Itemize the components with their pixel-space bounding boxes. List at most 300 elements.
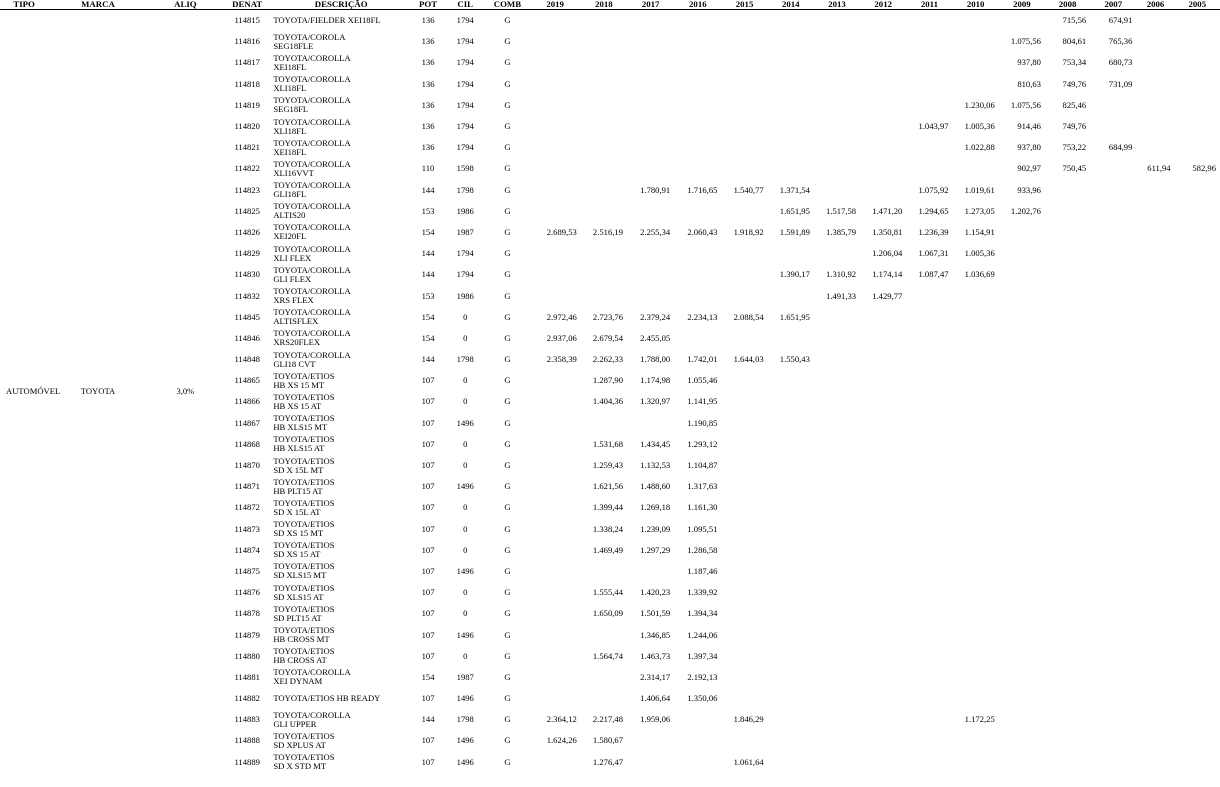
- value-cell-2015: 1.061,64: [733, 756, 764, 767]
- value-cell-2007: 680,73: [1108, 57, 1133, 68]
- value-cell-2010: [953, 730, 999, 751]
- description-line: HB XLS15 MT: [273, 422, 328, 433]
- value-cell-2009: 914,46: [1017, 121, 1041, 132]
- value-cell-2007: [1090, 391, 1136, 412]
- value-cell-2018: 1.404,36: [592, 396, 623, 407]
- value-cell-2019: [530, 603, 581, 624]
- value-cell-2012: [860, 116, 906, 137]
- value-cell-2016: [674, 52, 721, 73]
- denat-cell: 114832: [234, 290, 260, 301]
- cil-cell: 1496: [456, 481, 474, 492]
- comb-cell: G: [504, 290, 511, 301]
- value-cell-2011: 1.294,65: [918, 205, 949, 216]
- column-header-2007: 2007: [1090, 0, 1136, 10]
- cil-cell: 1794: [456, 121, 474, 132]
- value-cell-2009: [999, 752, 1045, 773]
- pot-cell: 107: [421, 629, 435, 640]
- value-cell-2018: [581, 95, 627, 116]
- value-cell-2017: 1.346,85: [640, 629, 671, 640]
- value-cell-2014: [768, 243, 814, 264]
- column-header-2006: 2006: [1136, 0, 1174, 10]
- value-cell-2012: [860, 455, 906, 476]
- value-cell-2013: [814, 74, 860, 95]
- value-cell-2011: [906, 540, 952, 561]
- comb-cell: G: [504, 523, 511, 534]
- value-cell-2019: [530, 158, 581, 179]
- column-header-2005: 2005: [1175, 0, 1220, 10]
- value-cell-2018: 2.679,54: [592, 332, 623, 343]
- comb-cell: G: [504, 714, 511, 725]
- value-cell-2008: 753,34: [1062, 57, 1087, 68]
- value-cell-2008: [1045, 688, 1090, 709]
- value-cell-2007: [1090, 370, 1136, 391]
- value-cell-2012: [860, 52, 906, 73]
- value-cell-2015: [721, 31, 767, 52]
- value-cell-2007: [1090, 540, 1136, 561]
- value-cell-2015: 1.846,29: [733, 714, 764, 725]
- cil-cell: 1794: [456, 99, 474, 110]
- comb-cell: G: [504, 460, 511, 471]
- value-cell-2014: [768, 52, 814, 73]
- value-cell-2009: 937,80: [1017, 57, 1041, 68]
- column-header-2016: 2016: [674, 0, 721, 10]
- value-cell-2010: [953, 519, 999, 540]
- value-cell-2016: 1.187,46: [687, 565, 718, 576]
- value-cell-2018: 1.276,47: [592, 756, 623, 767]
- value-cell-2006: [1136, 285, 1174, 306]
- value-cell-2016: [674, 201, 721, 222]
- description-line: TOYOTA/ETIOS: [273, 497, 335, 508]
- comb-cell: G: [504, 417, 511, 428]
- value-cell-2016: [674, 328, 721, 349]
- value-cell-2015: [721, 688, 767, 709]
- value-cell-2014: [768, 646, 814, 667]
- value-cell-2017: 1.239,09: [640, 523, 671, 534]
- value-cell-2017: [627, 264, 674, 285]
- cil-cell: 0: [463, 544, 468, 555]
- value-cell-2010: [953, 646, 999, 667]
- value-cell-2016: [674, 730, 721, 751]
- description-cell: [271, 730, 411, 751]
- description-line: TOYOTA/ETIOS: [273, 752, 335, 763]
- column-header-2014: 2014: [768, 0, 814, 10]
- value-cell-2007: [1090, 519, 1136, 540]
- value-cell-2008: [1045, 752, 1090, 773]
- description-line: TOYOTA/COROLLA: [273, 349, 351, 360]
- value-cell-2012: [860, 709, 906, 730]
- value-cell-2013: [814, 180, 860, 201]
- pot-cell: 107: [421, 396, 435, 407]
- value-cell-2009: [999, 624, 1045, 645]
- value-cell-2014: [768, 582, 814, 603]
- header-row: [0, 0, 1220, 10]
- value-cell-2015: [721, 540, 767, 561]
- value-cell-2015: [721, 137, 767, 158]
- denat-cell: 114817: [234, 57, 260, 68]
- value-cell-2005: [1175, 603, 1220, 624]
- value-cell-2005: [1175, 688, 1220, 709]
- value-cell-2011: [906, 158, 952, 179]
- value-cell-2017: 1.788,00: [640, 354, 671, 365]
- value-cell-2007: [1090, 201, 1136, 222]
- denat-cell: 114889: [234, 756, 260, 767]
- value-cell-2013: [814, 603, 860, 624]
- value-cell-2016: 1.161,30: [687, 502, 718, 513]
- value-cell-2017: [627, 137, 674, 158]
- description-line: HB XS 15 AT: [273, 400, 322, 411]
- value-cell-2011: [906, 307, 952, 328]
- value-cell-2008: [1045, 285, 1090, 306]
- value-cell-2009: [999, 370, 1045, 391]
- description-line: TOYOTA/COROLLA: [273, 307, 351, 318]
- value-cell-2006: [1136, 540, 1174, 561]
- denat-cell: 114865: [234, 375, 260, 386]
- value-cell-2009: 902,97: [1017, 163, 1041, 174]
- value-cell-2017: [627, 243, 674, 264]
- value-cell-2005: [1175, 52, 1220, 73]
- comb-cell: G: [504, 311, 511, 322]
- description-line: TOYOTA/COROLA: [273, 31, 346, 42]
- value-cell-2016: 1.104,87: [687, 460, 718, 471]
- description-line: GLI18FL: [273, 189, 307, 200]
- value-cell-2019: [530, 285, 581, 306]
- value-cell-2007: [1090, 752, 1136, 773]
- pot-cell: 107: [421, 375, 435, 386]
- value-cell-2018: [581, 624, 627, 645]
- value-cell-2007: [1090, 243, 1136, 264]
- value-cell-2011: [906, 709, 952, 730]
- value-cell-2010: [953, 10, 999, 32]
- pot-cell: 136: [421, 57, 435, 68]
- description-line: SD XPLUS AT: [273, 739, 326, 750]
- comb-cell: G: [504, 544, 511, 555]
- value-cell-2007: [1090, 180, 1136, 201]
- value-cell-2009: [999, 540, 1045, 561]
- value-cell-2005: [1175, 667, 1220, 688]
- description-line: SD X 15L MT: [273, 464, 324, 475]
- value-cell-2006: [1136, 709, 1174, 730]
- value-cell-2019: [530, 95, 581, 116]
- value-cell-2013: [814, 709, 860, 730]
- value-cell-2013: [814, 116, 860, 137]
- value-cell-2005: [1175, 180, 1220, 201]
- value-cell-2019: [530, 455, 581, 476]
- value-cell-2013: [814, 624, 860, 645]
- value-cell-2008: [1045, 328, 1090, 349]
- value-cell-2011: [906, 476, 952, 497]
- description-line: SEG18FLE: [273, 40, 314, 51]
- value-cell-2017: [627, 561, 674, 582]
- description-line: SD XS 15 AT: [273, 549, 321, 560]
- comb-cell: G: [504, 332, 511, 343]
- value-cell-2006: [1136, 603, 1174, 624]
- description-cell: [271, 413, 411, 434]
- value-cell-2010: 1.172,25: [964, 714, 995, 725]
- value-cell-2017: 2.255,34: [640, 226, 671, 237]
- value-cell-2007: 684,99: [1108, 142, 1133, 153]
- value-cell-2016: 2.234,13: [687, 311, 718, 322]
- value-cell-2009: [999, 349, 1045, 370]
- value-cell-2014: [768, 95, 814, 116]
- description-line: TOYOTA/ETIOS: [273, 434, 335, 445]
- value-cell-2008: [1045, 201, 1090, 222]
- description-line: TOYOTA/COROLLA: [273, 264, 351, 275]
- description-line: TOYOTA/ETIOS: [273, 519, 335, 530]
- value-cell-2015: [721, 243, 767, 264]
- value-cell-2013: [814, 10, 860, 32]
- value-cell-2016: 1.716,65: [687, 184, 718, 195]
- tipo-cell: AUTOMÓVEL: [6, 385, 61, 396]
- value-cell-2014: [768, 10, 814, 32]
- comb-cell: G: [504, 650, 511, 661]
- value-cell-2019: [530, 264, 581, 285]
- denat-cell: 114816: [234, 36, 260, 47]
- pot-cell: 154: [421, 311, 435, 322]
- value-cell-2009: [999, 667, 1045, 688]
- value-cell-2008: [1045, 455, 1090, 476]
- value-cell-2013: 1.310,92: [826, 269, 857, 280]
- description-line: XEI18FL: [273, 61, 307, 72]
- value-cell-2007: [1090, 434, 1136, 455]
- description-line: TOYOTA/FIELDER XEI18FL: [273, 15, 381, 26]
- value-cell-2005: [1175, 455, 1220, 476]
- value-cell-2018: [581, 158, 627, 179]
- value-cell-2011: [906, 328, 952, 349]
- value-cell-2012: [860, 307, 906, 328]
- value-cell-2010: [953, 285, 999, 306]
- value-cell-2006: [1136, 624, 1174, 645]
- value-cell-2018: [581, 137, 627, 158]
- cil-cell: 1798: [456, 714, 474, 725]
- value-cell-2017: [627, 52, 674, 73]
- value-cell-2019: [530, 667, 581, 688]
- description-line: TOYOTA/COROLLA: [273, 709, 351, 720]
- value-cell-2005: [1175, 582, 1220, 603]
- value-cell-2013: [814, 95, 860, 116]
- value-cell-2009: 937,80: [1017, 142, 1041, 153]
- value-cell-2005: 582,96: [1192, 163, 1216, 174]
- column-header-2008: 2008: [1045, 0, 1090, 10]
- value-cell-2010: 1.005,36: [964, 121, 995, 132]
- value-cell-2010: [953, 455, 999, 476]
- value-cell-2016: 1.397,34: [687, 650, 718, 661]
- value-cell-2008: [1045, 370, 1090, 391]
- description-line: TOYOTA/COROLLA: [273, 201, 351, 212]
- value-cell-2009: 1.075,56: [1010, 99, 1041, 110]
- value-cell-2019: [530, 137, 581, 158]
- value-cell-2005: [1175, 646, 1220, 667]
- value-cell-2007: 674,91: [1108, 15, 1133, 26]
- value-cell-2018: 1.399,44: [592, 502, 623, 513]
- denat-cell: 114881: [234, 671, 260, 682]
- description-line: XLI18FL: [273, 83, 307, 94]
- description-cell: [271, 307, 411, 328]
- value-cell-2011: [906, 74, 952, 95]
- description-cell: [271, 201, 411, 222]
- column-header-denat: DENAT: [223, 0, 271, 10]
- description-cell: [271, 709, 411, 730]
- value-cell-2006: [1136, 455, 1174, 476]
- value-cell-2008: [1045, 434, 1090, 455]
- cil-cell: 1986: [456, 205, 474, 216]
- value-cell-2016: 1.350,06: [687, 693, 718, 704]
- value-cell-2016: 1.190,85: [687, 417, 718, 428]
- value-cell-2005: [1175, 95, 1220, 116]
- value-cell-2019: [530, 688, 581, 709]
- cil-cell: 0: [463, 396, 468, 407]
- value-cell-2019: [530, 370, 581, 391]
- value-cell-2016: 1.394,34: [687, 608, 718, 619]
- value-cell-2009: [999, 497, 1045, 518]
- value-cell-2007: [1090, 158, 1136, 179]
- denat-cell: 114848: [234, 354, 260, 365]
- cil-cell: 1794: [456, 269, 474, 280]
- column-header-marca: MARCA: [48, 0, 147, 10]
- description-line: SD PLT15 AT: [273, 612, 322, 623]
- description-cell: [271, 95, 411, 116]
- description-line: TOYOTA/ETIOS: [273, 455, 335, 466]
- value-cell-2014: [768, 455, 814, 476]
- description-line: TOYOTA/ETIOS HB READY: [273, 693, 381, 704]
- value-cell-2018: [581, 201, 627, 222]
- denat-cell: 114819: [234, 99, 260, 110]
- value-cell-2010: [953, 561, 999, 582]
- value-cell-2008: [1045, 180, 1090, 201]
- denat-cell: 114882: [234, 693, 260, 704]
- column-header-tipo: TIPO: [0, 0, 48, 10]
- denat-cell: 114825: [234, 205, 260, 216]
- value-cell-2010: [953, 74, 999, 95]
- description-line: XLI16VVT: [273, 167, 314, 178]
- value-cell-2013: [814, 667, 860, 688]
- denat-cell: 114875: [234, 565, 260, 576]
- comb-cell: G: [504, 163, 511, 174]
- value-cell-2012: 1.174,14: [872, 269, 903, 280]
- value-cell-2012: [860, 349, 906, 370]
- description-line: TOYOTA/COROLLA: [273, 137, 351, 148]
- value-cell-2010: [953, 434, 999, 455]
- description-line: TOYOTA/ETIOS: [273, 561, 335, 572]
- value-cell-2017: 1.463,73: [640, 650, 671, 661]
- value-cell-2015: [721, 10, 767, 32]
- denat-cell: 114871: [234, 481, 260, 492]
- value-cell-2006: [1136, 434, 1174, 455]
- value-cell-2007: [1090, 307, 1136, 328]
- value-cell-2011: 1.087,47: [918, 269, 949, 280]
- column-header-2009: 2009: [999, 0, 1045, 10]
- value-cell-2017: 1.434,45: [640, 438, 671, 449]
- description-cell: [271, 349, 411, 370]
- value-cell-2010: [953, 158, 999, 179]
- value-cell-2011: [906, 137, 952, 158]
- column-header-2010: 2010: [953, 0, 999, 10]
- value-cell-2019: [530, 74, 581, 95]
- description-cell: [271, 285, 411, 306]
- value-cell-2019: [530, 582, 581, 603]
- value-cell-2012: [860, 413, 906, 434]
- value-cell-2010: [953, 349, 999, 370]
- description-line: TOYOTA/COROLLA: [273, 52, 351, 63]
- description-line: XLI18FL: [273, 125, 307, 136]
- value-cell-2009: [999, 264, 1045, 285]
- value-cell-2005: [1175, 137, 1220, 158]
- cil-cell: 1794: [456, 248, 474, 259]
- value-cell-2008: [1045, 603, 1090, 624]
- value-cell-2017: [627, 10, 674, 32]
- comb-cell: G: [504, 671, 511, 682]
- value-cell-2009: [999, 391, 1045, 412]
- description-line: SD XLS15 AT: [273, 591, 324, 602]
- description-line: TOYOTA/ETIOS: [273, 646, 335, 657]
- value-cell-2014: 1.550,43: [779, 354, 810, 365]
- value-cell-2015: [721, 497, 767, 518]
- comb-cell: G: [504, 36, 511, 47]
- pot-cell: 136: [421, 99, 435, 110]
- value-cell-2019: [530, 497, 581, 518]
- value-cell-2014: [768, 413, 814, 434]
- description-line: TOYOTA/COROLLA: [273, 286, 351, 297]
- value-cell-2012: [860, 74, 906, 95]
- comb-cell: G: [504, 629, 511, 640]
- value-cell-2013: [814, 52, 860, 73]
- pot-cell: 136: [421, 15, 435, 26]
- pot-cell: 107: [421, 756, 435, 767]
- description-line: TOYOTA/COROLLA: [273, 116, 351, 127]
- value-cell-2015: [721, 328, 767, 349]
- value-cell-2016: 1.293,12: [687, 438, 718, 449]
- value-cell-2014: [768, 624, 814, 645]
- denat-cell: 114846: [234, 332, 260, 343]
- value-cell-2019: [530, 391, 581, 412]
- value-cell-2016: 1.095,51: [687, 523, 718, 534]
- value-cell-2013: [814, 391, 860, 412]
- description-line: XEI18FL: [273, 146, 307, 157]
- description-line: TOYOTA/COROLLA: [273, 328, 351, 339]
- description-line: TOYOTA/ETIOS: [273, 603, 335, 614]
- value-cell-2010: [953, 497, 999, 518]
- description-line: TOYOTA/ETIOS: [273, 413, 335, 424]
- value-cell-2012: [860, 497, 906, 518]
- value-cell-2011: [906, 497, 952, 518]
- value-cell-2014: 1.651,95: [779, 205, 810, 216]
- description-cell: [271, 222, 411, 243]
- value-cell-2006: [1136, 116, 1174, 137]
- description-cell: [271, 264, 411, 285]
- value-cell-2006: [1136, 519, 1174, 540]
- denat-cell: 114845: [234, 311, 260, 322]
- value-cell-2010: 1.005,36: [964, 248, 995, 259]
- description-cell: [271, 31, 411, 52]
- description-line: HB CROSS AT: [273, 655, 327, 666]
- value-cell-2009: [999, 285, 1045, 306]
- value-cell-2010: [953, 391, 999, 412]
- pot-cell: 107: [421, 565, 435, 576]
- value-cell-2014: [768, 137, 814, 158]
- value-cell-2018: 1.650,09: [592, 608, 623, 619]
- value-cell-2012: [860, 730, 906, 751]
- description-line: GLI18 CVT: [273, 358, 316, 369]
- description-line: SD XS 15 MT: [273, 528, 324, 539]
- comb-cell: G: [504, 354, 511, 365]
- pot-cell: 107: [421, 481, 435, 492]
- value-cell-2017: 1.297,29: [640, 544, 671, 555]
- value-cell-2013: [814, 328, 860, 349]
- value-cell-2011: [906, 624, 952, 645]
- cil-cell: 1987: [456, 671, 474, 682]
- value-cell-2013: [814, 243, 860, 264]
- value-cell-2015: [721, 667, 767, 688]
- value-cell-2005: [1175, 31, 1220, 52]
